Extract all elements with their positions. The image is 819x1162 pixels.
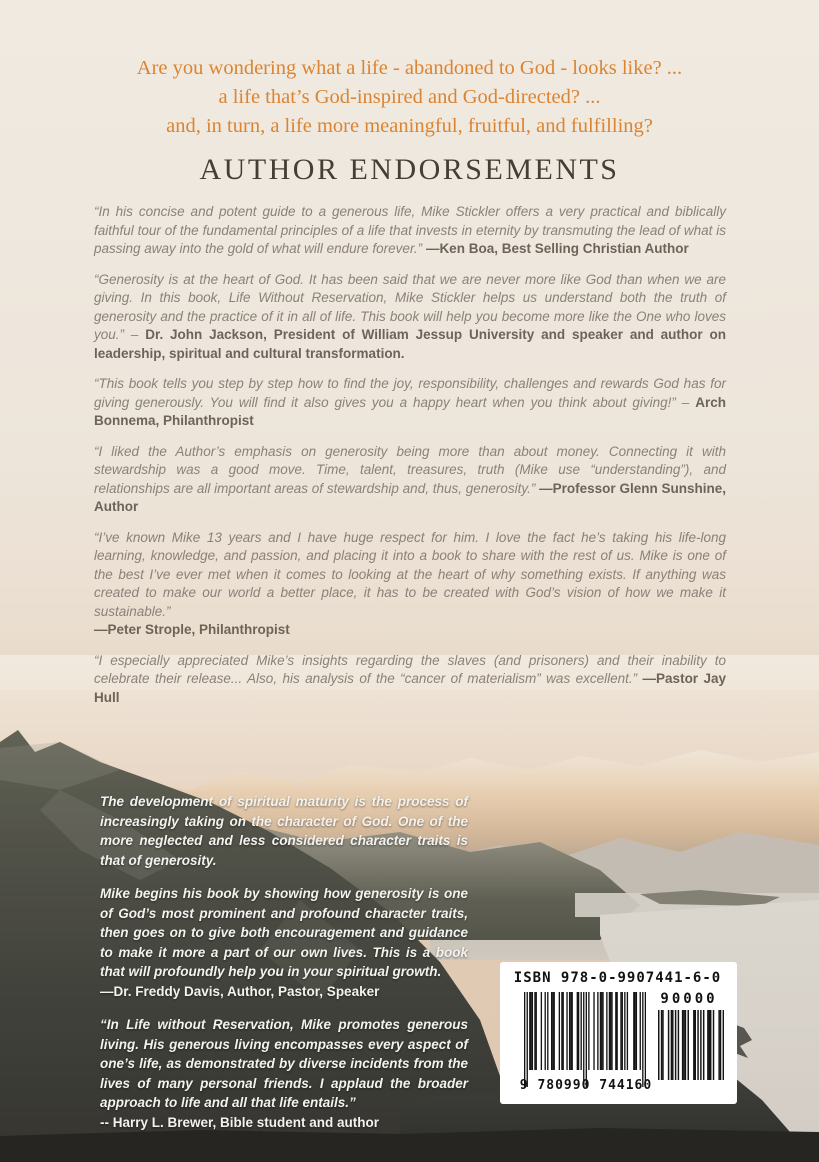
endorsement-peter-strople [94, 529, 726, 640]
blurb-attribution: -- Harry L. Brewer, Bible student and author [100, 1114, 380, 1130]
endorsement-attribution: Arch Bonnema, Philanthropist [94, 394, 726, 428]
photo-blurbs-section [100, 792, 468, 1146]
endorsement-quote: “I liked the Author’s emphasis on generosity being more than about money. Connecting it with stewardship was a good move. Time, talent, treasures, truth (Mike use “understanding”), and relationships are all important areas of stewardship and, thus, generosity.” [94, 443, 726, 496]
blurb-spiritual-maturity [100, 792, 468, 870]
endorsement-john-jackson [94, 271, 726, 364]
endorsement-quote: “I’ve known Mike 13 years and I have huge respect for him. I love the fact he’s taking his life-long learning, knowledge, and passion, and placing it into a book to share with the rest of us. Mike is one of the best I’ve ever met when it comes to looking at the heart of why something exists. If anything was created to make our world a better place, it has to be created with God’s vision of how we make it sustainable.” [94, 529, 726, 619]
endorsement-quote: “Generosity is at the heart of God. It has been said that we are never more like God than when we are giving. In this book, Life Without Reservation, Mike Stickler helps us understand both the truth of generosity and the practice of it in all of life. This book will help you become more like the One who loves you.” – [94, 271, 726, 342]
endorsement-quote: “This book tells you step by step how to find the joy, responsibility, challenges and rewards God has for giving generously. You will find it also gives you a happy heart when you think about giving!” – [94, 376, 726, 410]
ean13-barcode-bars [524, 992, 646, 1087]
blurb-text: “In Life without Reservation, Mike promotes generous living. His generous living encompasses every aspect of one’s life, as demonstrated by diverse incidents from the lives of many personal friends. I applaud the broader approach to life and all that life entails.” [100, 1017, 468, 1110]
cover-tagline [30, 54, 789, 141]
blurb-text: The development of spiritual maturity is the process of increasingly taking on the character of God. One of the more neglected and less considered character traits is that of generosity. [100, 794, 468, 868]
endorsement-attribution: —Pastor Jay Hull [94, 671, 726, 705]
endorsement-jay-hull [94, 652, 726, 708]
blurb-harry-brewer [100, 1015, 468, 1132]
tagline-line-1: Are you wondering what a life - abandoned to God - looks like? ... [136, 57, 683, 79]
endorsement-attribution: Dr. John Jackson, President of William Jessup University and speaker and author on leadership, spiritual and cultural transformation. [94, 327, 726, 361]
endorsement-ken-boa [94, 203, 726, 259]
endorsement-attribution: —Peter Strople, Philanthropist [94, 622, 290, 637]
endorsement-quote: “I especially appreciated Mike’s insights regarding the slaves (and prisoners) and their inability to celebrate their release... Also, his analysis of the “cancer of materialism” was excellent.” [94, 652, 726, 686]
tagline-line-2: a life that’s God-inspired and God-directed? ... [218, 86, 601, 108]
endorsement-attribution: —Professor Glenn Sunshine, Author [94, 480, 726, 514]
isbn-barcode-block [500, 962, 737, 1104]
tagline-line-3: and, in turn, a life more meaningful, fruitful, and fulfilling? [166, 115, 653, 137]
blurb-attribution: —Dr. Freddy Davis, Author, Pastor, Speaker [100, 983, 380, 999]
endorsement-glenn-sunshine [94, 443, 726, 517]
ean5-addon-bars [658, 1010, 724, 1080]
blurb-text: Mike begins his book by showing how generosity is one of God’s most prominent and profound character traits, then goes on to give both encouragement and guidance to make it more a part of our own lives. This is a book that will profoundly help you in your spiritual growth. [100, 886, 468, 979]
endorsements-section [94, 203, 726, 719]
endorsement-attribution: —Ken Boa, Best Selling Christian Author [425, 241, 689, 256]
isbn-label: ISBN 978-0-9907441-6-0 [513, 970, 722, 986]
barcode-number-row: 9 780990 744160 [519, 1078, 653, 1093]
endorsement-arch-bonnema [94, 375, 726, 431]
endorsement-quote: “In his concise and potent guide to a generous life, Mike Stickler offers a very practical and biblically faithful tour of the fundamental principles of a life that invests in eternity by transmuting the lead of what is passing away into the gold of what will endure forever.” [94, 204, 726, 256]
section-heading: AUTHOR ENDORSEMENTS [199, 153, 620, 186]
barcode-addon-code: 90000 [660, 991, 718, 1007]
blurb-freddy-davis [100, 884, 468, 1001]
